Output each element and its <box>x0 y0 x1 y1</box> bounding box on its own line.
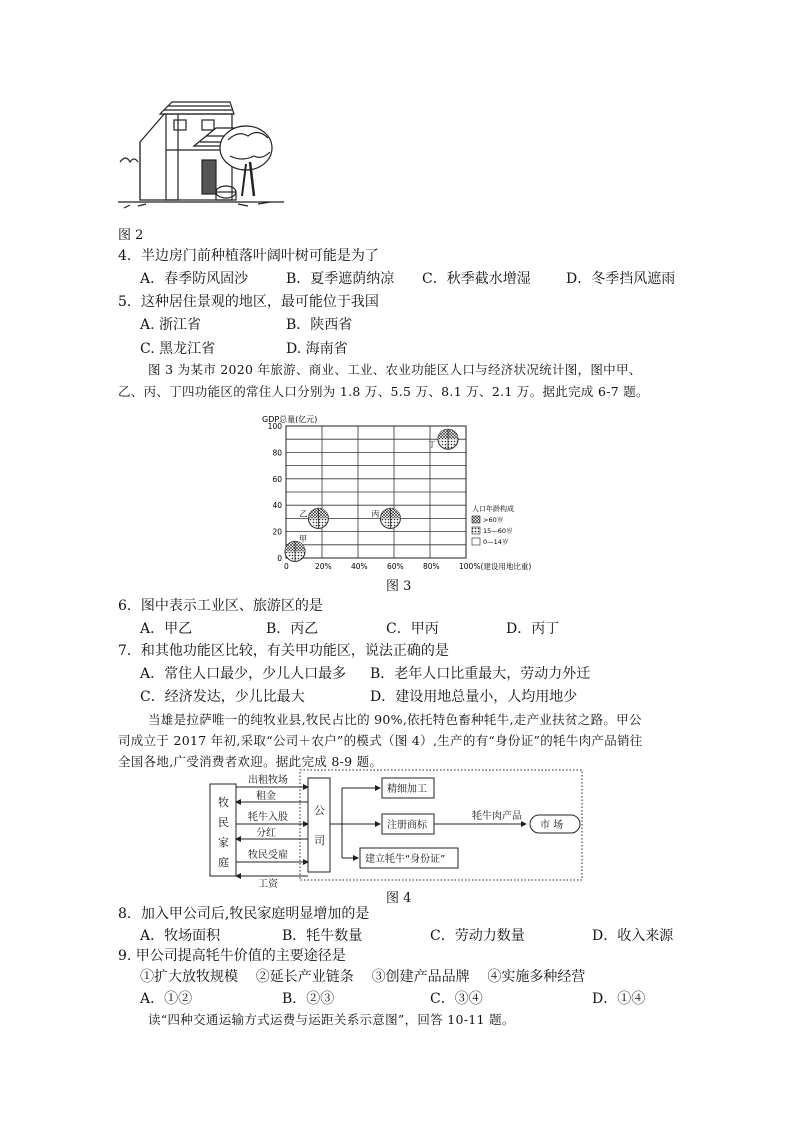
step-label-id: 建立牦牛“身份证” <box>365 854 446 865</box>
flow-label-lease: 出租牧场 <box>248 775 288 786</box>
question-6-option-b: B．丙乙 <box>266 621 319 637</box>
step-label-processing: 精细加工 <box>387 784 427 795</box>
point-label: 丙 <box>371 509 380 519</box>
point-label: 丁 <box>428 440 436 450</box>
question-8-option-a: A．牧场面积 <box>140 928 221 944</box>
x-tick-label: 100%(建设用地比重) <box>459 562 532 571</box>
question-6-option-c: C．甲丙 <box>386 621 439 637</box>
scatter-point <box>285 534 307 561</box>
company-box <box>308 778 330 872</box>
question-9-stem: 9. 甲公司提高牦牛价值的主要途径是 <box>118 948 346 964</box>
product-label: 牦牛肉产品 <box>472 811 522 822</box>
company-label-2: 司 <box>314 834 325 847</box>
market-label: 市 场 <box>540 820 564 831</box>
family-label-1: 牧 <box>218 796 229 809</box>
flow-label-employment: 牧民受雇 <box>248 850 288 861</box>
intro-8-9-line-3: 全国各地,广受消费者欢迎。据此完成 8-9 题。 <box>118 754 383 769</box>
question-6-option-a: A．甲乙 <box>140 621 193 637</box>
figure-4-diagram <box>208 766 588 890</box>
y-axis-label: GDP总量(亿元) <box>262 415 318 424</box>
legend-item-adult: 15—60岁 <box>483 527 513 535</box>
legend-swatch-child <box>472 538 480 545</box>
question-9-option-d: D．①④ <box>592 991 646 1007</box>
x-tick-label: 20% <box>315 562 332 571</box>
house-illustration <box>118 100 288 212</box>
flow-label-shares: 牦牛入股 <box>248 812 288 823</box>
question-7-stem: 7．和其他功能区比较，有关甲功能区，说法正确的是 <box>118 643 449 659</box>
x-tick-label: 60% <box>387 562 404 571</box>
family-label-4: 庭 <box>218 856 229 869</box>
question-5-option-d: D. 海南省 <box>286 341 348 357</box>
legend-item-child: 0—14岁 <box>483 538 509 546</box>
figure-3-caption: 图 3 <box>386 579 412 594</box>
question-8-option-d: D．收入来源 <box>592 928 674 944</box>
question-4-option-b: B．夏季遮荫纳凉 <box>286 271 395 287</box>
question-9-items: ①扩大放牧规模 ②延长产业链条 ③创建产品品牌 ④实施多种经营 <box>140 969 586 985</box>
chart-legend <box>472 504 514 546</box>
legend-swatch-adult <box>472 527 480 534</box>
family-label-3: 家 <box>218 836 229 849</box>
intro-6-7-line-1: 图 3 为某市 2020 年旅游、商业、工业、农业功能区人口与经济状况统计图，图中甲、 <box>148 362 642 377</box>
question-9-option-a: A．①② <box>140 991 193 1007</box>
x-tick-label: 40% <box>351 562 368 571</box>
intro-8-9-line-1: 当雄是拉萨唯一的纯牧业县,牧民占比的 90%,依托特色畜种牦牛,走产业扶贫之路。甲公 <box>148 712 642 727</box>
question-7-option-b: B．老年人口比重最大，劳动力外迁 <box>370 666 591 682</box>
x-tick-label: 0 <box>284 562 289 571</box>
question-7-option-c: C．经济发达，少儿比最大 <box>140 689 305 705</box>
company-label-1: 公 <box>314 804 325 817</box>
question-4-option-c: C．秋季截水增湿 <box>422 271 531 287</box>
figure-3-chart <box>258 410 548 570</box>
x-tick-label: 80% <box>423 562 440 571</box>
point-label: 乙 <box>299 509 308 519</box>
question-6-stem: 6．图中表示工业区、旅游区的是 <box>118 598 323 614</box>
flow-label-wage: 工资 <box>258 879 278 890</box>
question-6-option-d: D．丙丁 <box>506 621 560 637</box>
flow-label-dividend: 分红 <box>256 828 276 839</box>
y-tick-label: 100 <box>267 422 282 431</box>
family-label-2: 民 <box>218 816 229 829</box>
question-5-option-a: A. 浙江省 <box>140 317 202 333</box>
legend-title: 人口年龄构成 <box>472 505 514 513</box>
question-5-stem: 5．这种居住景观的地区，最可能位于我国 <box>118 294 379 310</box>
intro-8-9-line-2: 司成立于 2017 年初,采取“公司＋农户”的模式（图 4）,生产的有“身份证”的牦牛肉产品销往 <box>118 733 643 748</box>
legend-item-elderly: >60岁 <box>483 516 504 524</box>
question-5-option-c: C. 黑龙江省 <box>140 341 216 357</box>
question-4-option-a: A．春季防风固沙 <box>140 271 249 287</box>
y-tick-label: 20 <box>272 527 282 537</box>
flow-label-rent: 租金 <box>256 791 276 802</box>
point-label: 甲 <box>299 534 307 544</box>
question-4-stem: 4．半边房门前种植落叶阔叶树可能是为了 <box>118 248 379 264</box>
question-8-stem: 8．加入甲公司后,牧民家庭明显增加的是 <box>118 906 370 922</box>
y-tick-label: 40 <box>272 501 282 511</box>
step-label-trademark: 注册商标 <box>387 820 427 831</box>
intro-6-7-line-2: 乙、丙、丁四功能区的常住人口分别为 1.8 万、5.5 万、8.1 万、2.1 万。据此完成 6-7 题。 <box>118 384 649 399</box>
question-7-option-a: A．常住人口最少，少儿人口最多 <box>140 666 347 682</box>
question-7-option-d: D．建设用地总量小，人均用地少 <box>370 689 578 705</box>
figure-2-caption: 图 2 <box>118 228 144 243</box>
y-tick-label: 60 <box>272 474 282 484</box>
scatter-point <box>299 508 328 528</box>
legend-swatch-elderly <box>472 516 480 523</box>
question-9-option-b: B．②③ <box>282 991 335 1007</box>
y-tick-label: 80 <box>272 448 282 458</box>
question-5-option-b: B．陕西省 <box>286 317 353 333</box>
question-8-option-c: C．劳动力数量 <box>430 928 525 944</box>
question-9-option-c: C．③④ <box>430 991 483 1007</box>
scatter-point <box>371 508 400 528</box>
question-8-option-b: B．牦牛数量 <box>282 928 363 944</box>
question-4-option-d: D．冬季挡风遮雨 <box>566 271 676 287</box>
y-tick-label: 0 <box>277 554 282 563</box>
intro-10-11-line-1: 读“四种交通运输方式运费与运距关系示意图”，回答 10-11 题。 <box>148 1012 515 1027</box>
figure-4-caption: 图 4 <box>386 891 412 906</box>
